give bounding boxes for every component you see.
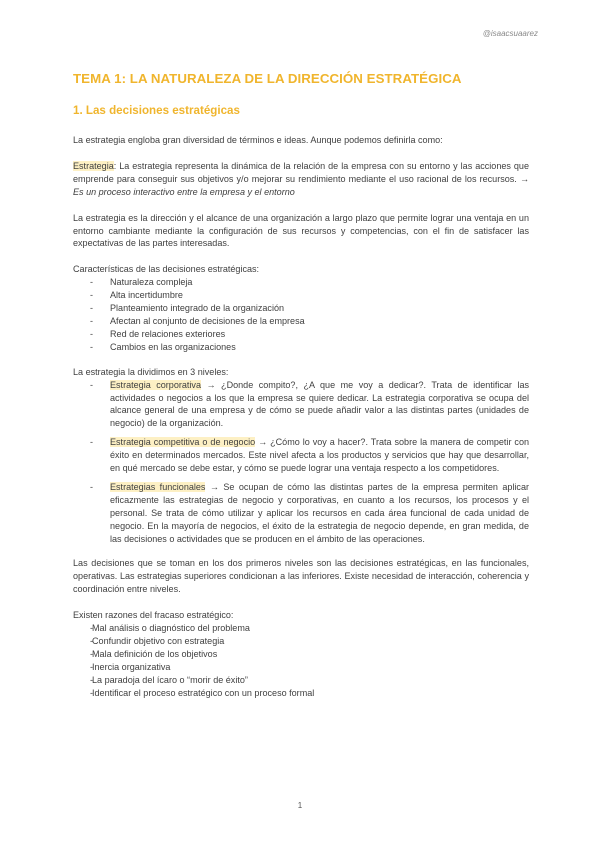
definition-term: Estrategia xyxy=(73,160,114,171)
list-item: - Mala definición de los objetivos xyxy=(73,648,529,661)
list-item: - Cambios en las organizaciones xyxy=(73,341,529,354)
list-item: - La paradoja del ícaro o “morir de éxito” xyxy=(73,674,529,687)
level-item-corporate xyxy=(73,379,529,431)
level-term: Estrategia corporativa xyxy=(110,379,201,390)
list-item: - Mal análisis o diagnóstico del problema xyxy=(73,622,529,635)
level-term: Estrategias funcionales xyxy=(110,481,206,492)
page-number: 1 xyxy=(297,801,303,810)
author-handle: @isaacsuaarez xyxy=(482,29,538,38)
list-item: - Afectan al conjunto de decisiones de la empresa xyxy=(73,315,529,328)
failure-heading: Existen razones del fracaso estratégico: xyxy=(73,610,234,621)
levels-list xyxy=(73,379,529,546)
levels-heading: La estrategia la dividimos en 3 niveles: xyxy=(73,366,229,377)
list-item: - Red de relaciones exteriores xyxy=(73,328,529,341)
levels-summary-paragraph: Las decisiones que se toman en los dos primeros niveles son las decisiones estratégicas, en las funcionales, operativas. Las estrategias superiores condicionan a las inferiores. Existe necesidad de interacción, coherencia y coordinación entre niveles. xyxy=(73,558,529,595)
definition-text: : La estrategia representa la dinámica de la relación de la empresa con su entorno y las acciones que emprende para conseguir sus objetivos y/o mejorar su rendimiento mediante el uso racional de los recursos. xyxy=(73,160,529,184)
list-item: - Confundir objetivo con estrategia xyxy=(73,635,529,648)
intro-paragraph: La estrategia engloba gran diversidad de términos e ideas. Aunque podemos definirla como: xyxy=(73,135,443,145)
list-item: - Identificar el proceso estratégico con un proceso formal xyxy=(73,687,529,700)
strategy-paragraph: La estrategia es la dirección y el alcance de una organización a largo plazo que permite lograr una ventaja en un entorno cambiante mediante la configuración de sus recursos y competencias, con el fin de satisfacer las expectativas de las partes interesadas. xyxy=(73,212,529,249)
level-term: Estrategia competitiva o de negocio xyxy=(110,437,256,448)
definition-paragraph xyxy=(73,160,529,199)
definition-note: Es un proceso interactivo entre la empresa y el entorno xyxy=(73,186,295,197)
document-body xyxy=(73,134,529,700)
failure-list xyxy=(73,622,529,699)
list-item: - Naturaleza compleja xyxy=(73,276,529,289)
list-item: - Inercia organizativa xyxy=(73,661,529,674)
arrow-glyph: → xyxy=(519,173,529,184)
document-title: TEMA 1: LA NATURALEZA DE LA DIRECCIÓN ESTRATÉGICA xyxy=(73,71,462,86)
level-text: → Se ocupan de cómo las distintas partes de la empresa permiten aplicar eficazmente las estrategias de negocio y corporativas, en cuanto a los recursos, los procesos y el personal. Se trata de cómo utilizar y aplicar los recursos en cada área funcional de cada unidad de negocio. En la mayoría de negocios, el éxito de la estrategia de negocio depende, en gran medida, de las decisiones o actividades que se producen en el ámbito de las operaciones. xyxy=(110,481,529,544)
characteristics-list xyxy=(73,276,529,353)
level-text: → ¿Cómo lo voy a hacer?. Trata sobre la manera de competir con éxito en determinados mercados. Este nivel afecta a los productos y servicios que hay que desarrollar, en qué mercado se debe estar, y cómo se puede lograr una ventaja respecto a los competidores. xyxy=(110,437,530,474)
characteristics-heading: Características de las decisiones estratégicas: xyxy=(73,264,260,275)
list-item: - Planteamiento integrado de la organización xyxy=(73,302,529,315)
list-item: - Alta incertidumbre xyxy=(73,289,529,302)
level-item-competitive xyxy=(73,436,529,475)
level-item-functional xyxy=(73,481,529,546)
level-text: → ¿Donde compito?, ¿A que me voy a dedicar?. Trata de identificar las actividades o negocios a los que la empresa se quiere dedicar. La estrategia corporativa se ocupa del alcance general de una empresa y de cómo se puede añadir valor a las distintas partes (unidades de negocio) de la organización. xyxy=(110,379,529,429)
section-title: 1. Las decisiones estratégicas xyxy=(73,104,240,117)
